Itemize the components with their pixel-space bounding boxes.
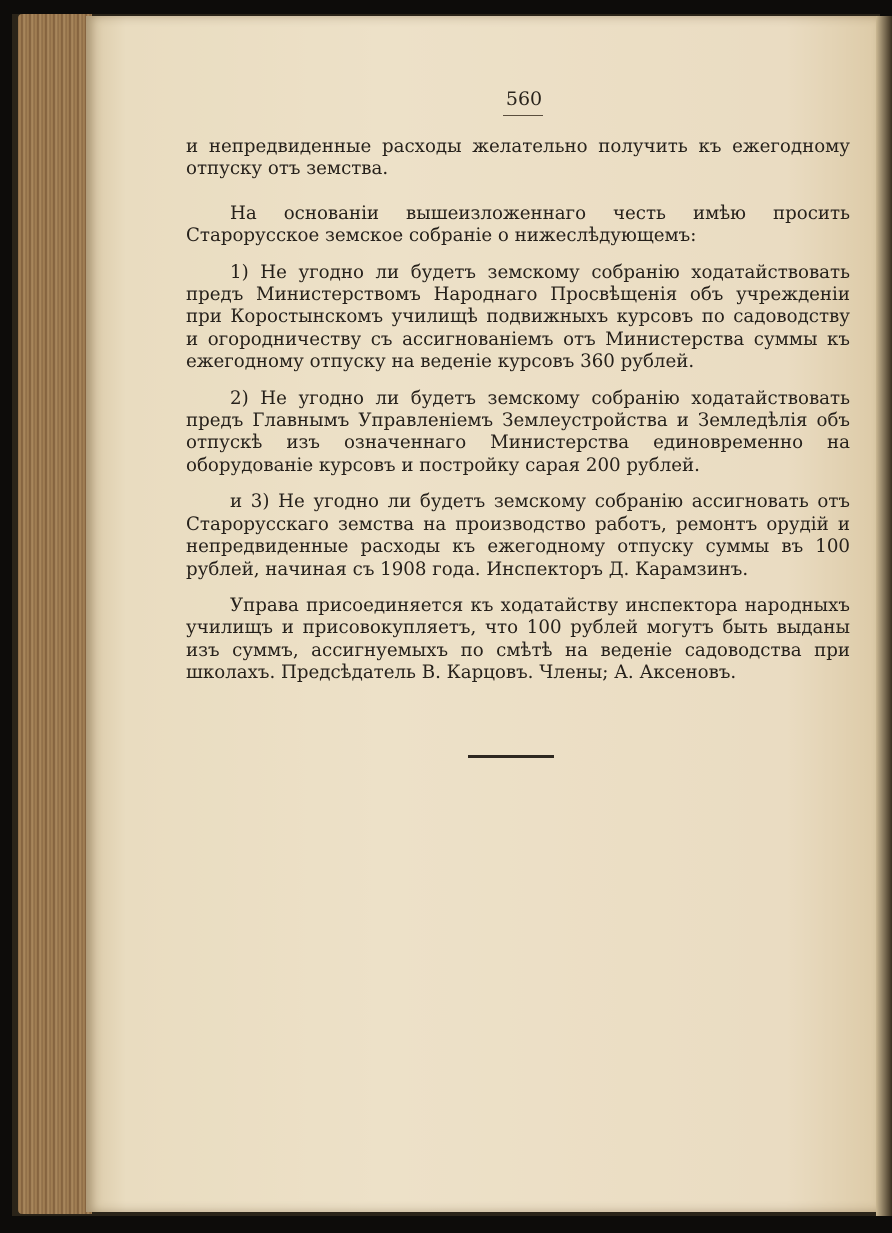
page-edges <box>18 14 92 1214</box>
section-divider <box>468 755 554 758</box>
page-number-underline <box>503 115 543 116</box>
paragraph-item-1: 1) Не угодно ли будетъ земскому собранію ходатайствовать предъ Министерствомъ Народнаго Просвѣщенія объ учрежденіи при Коростынскомъ училищѣ подвижныхъ курсовъ по садоводству и огородничеству съ ассигнованіемъ отъ Министерства суммы къ ежегодному отпуску на веденіе курсовъ 360 рублей. <box>186 261 850 373</box>
paragraph-request-intro: На основаніи вышеизложеннаго честь имѣю просить Старорусское земское собраніе о нижеслѣдующемъ: <box>186 202 850 247</box>
page-right-edge <box>876 16 892 1216</box>
page-number: 560 <box>505 88 543 110</box>
document-body <box>186 136 850 685</box>
paragraph-item-3: и 3) Не угодно ли будетъ земскому собранію ассигновать отъ Старорусскаго земства на производство работъ, ремонтъ орудій и непредвиденные расходы къ ежегодному отпуску суммы въ 100 рублей, начиная съ 1908 года. Инспекторъ Д. Карамзинъ. <box>186 491 850 580</box>
paragraph-continuation: и непредвиденные расходы желательно получить къ ежегодному отпуску отъ земства. <box>186 136 850 180</box>
paragraph-item-2: 2) Не угодно ли будетъ земскому собранію ходатайствовать предъ Главнымъ Управленіемъ Землеустройства и Земледѣлія объ отпускѣ изъ означеннаго Министерства единовременно на оборудованіе курсовъ и постройку сарая 200 рублей. <box>186 387 850 476</box>
paragraph-board-resolution: Управа присоединяется къ ходатайству инспектора народныхъ училищъ и присовокупляетъ, что 100 рублей могутъ быть выданы изъ суммъ, ассигнуемыхъ по смѣтѣ на веденіе садоводства при школахъ. Предсѣдатель В. Карцовъ. Члены; А. Аксеновъ. <box>186 594 850 684</box>
